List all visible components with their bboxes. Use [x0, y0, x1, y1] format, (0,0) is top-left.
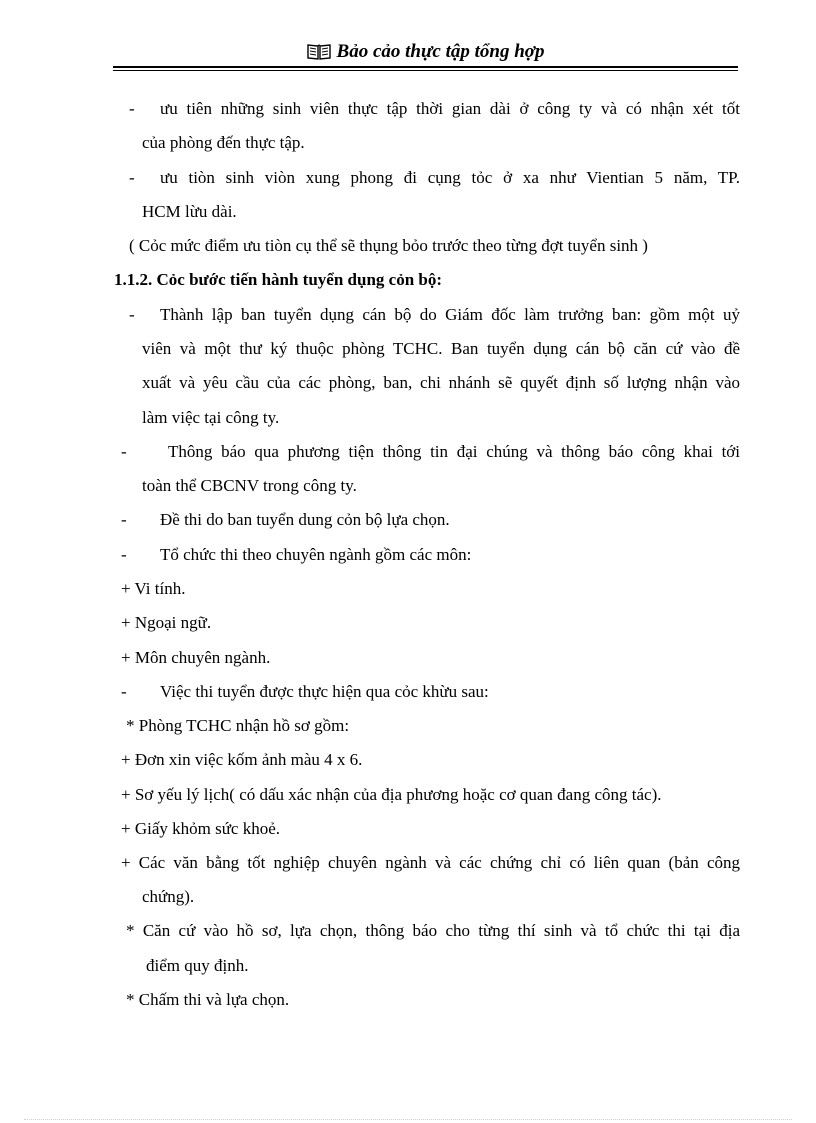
paragraph-line: + Giấy khỏm sức khoẻ.: [121, 819, 281, 838]
footer-divider: [24, 1119, 792, 1120]
paragraph-line: + Sơ yếu lý lịch( có dấu xác nhận của địa phương hoặc cơ quan đang công tác).: [121, 785, 662, 804]
paragraph-line: + Vi tính.: [121, 579, 186, 598]
paragraph-line: ưu tiên những sinh viên thực tập thời gian dài ở công ty và có nhận xét tốt: [160, 99, 740, 118]
paragraph-line: ưu tiòn sinh viòn xung phong đi cụng tỏc ở xa như Vientian 5 năm, TP.: [160, 168, 740, 187]
bullet-dash: -: [121, 545, 127, 564]
paragraph-line: Việc thi tuyển được thực hiện qua cỏc khừu sau:: [160, 682, 489, 701]
bullet-dash: -: [129, 99, 135, 118]
paragraph-line: * Phòng TCHC nhận hồ sơ gồm:: [126, 716, 350, 735]
bullet-dash: -: [129, 168, 135, 187]
paragraph-line: Thông báo qua phương tiện thông tin đại chúng và thông báo công khai tới: [168, 442, 740, 461]
bullet-dash: -: [121, 510, 127, 529]
paragraph-line: chứng).: [142, 887, 195, 906]
header-rule-thin: [113, 70, 738, 71]
paragraph-line: điểm quy định.: [146, 956, 249, 975]
paragraph-line: viên và một thư ký thuộc phòng TCHC. Ban tuyển dụng cán bộ căn cứ vào đề: [142, 339, 740, 358]
paragraph-line: + Đơn xin việc kốm ảnh màu 4 x 6.: [121, 750, 363, 769]
paragraph-line: * Căn cứ vào hồ sơ, lựa chọn, thông báo cho từng thí sinh và tổ chức thi tại địa: [126, 921, 740, 940]
page-header: [113, 38, 738, 72]
paragraph-line: + Các văn bằng tốt nghiệp chuyên ngành và các chứng chỉ có liên quan (bản công: [121, 853, 740, 872]
paragraph-line: làm việc tại công ty.: [142, 408, 280, 427]
bullet-dash: -: [129, 305, 135, 324]
header-title-row: [113, 40, 738, 67]
paragraph-line: Thành lập ban tuyển dụng cán bộ do Giám đốc làm trưởng ban: gồm một uỷ: [160, 305, 740, 324]
paragraph-line: xuất và yêu cầu của các phòng, ban, chi nhánh sẽ quyết định số lượng nhận vào: [142, 373, 740, 392]
paragraph-line: * Chấm thi và lựa chọn.: [126, 990, 290, 1009]
bullet-dash: -: [121, 442, 127, 461]
paragraph-line: của phòng đến thực tập.: [142, 133, 305, 152]
section-heading: 1.1.2. Cỏc bước tiến hành tuyển dụng cỏn bộ:: [114, 270, 443, 289]
paragraph-line: + Môn chuyên ngành.: [121, 648, 271, 667]
paragraph-line: HCM lừu dài.: [142, 202, 237, 221]
paragraph-line: + Ngoại ngữ.: [121, 613, 212, 632]
header-title: Bảo cảo thực tập tổng hợp: [336, 41, 545, 62]
paragraph-line: ( Cỏc mức điểm ưu tiòn cụ thể sẽ thụng bỏo trước theo từng đợt tuyển sinh ): [129, 236, 648, 255]
header-rule-thick: [113, 66, 738, 68]
paragraph-line: toàn thể CBCNV trong công ty.: [142, 476, 357, 495]
paragraph-line: Tổ chức thi theo chuyên ngành gồm các môn:: [160, 545, 472, 564]
open-book-icon: [307, 42, 331, 67]
bullet-dash: -: [121, 682, 127, 701]
paragraph-line: Đề thi do ban tuyển dung cỏn bộ lựa chọn.: [160, 510, 450, 529]
